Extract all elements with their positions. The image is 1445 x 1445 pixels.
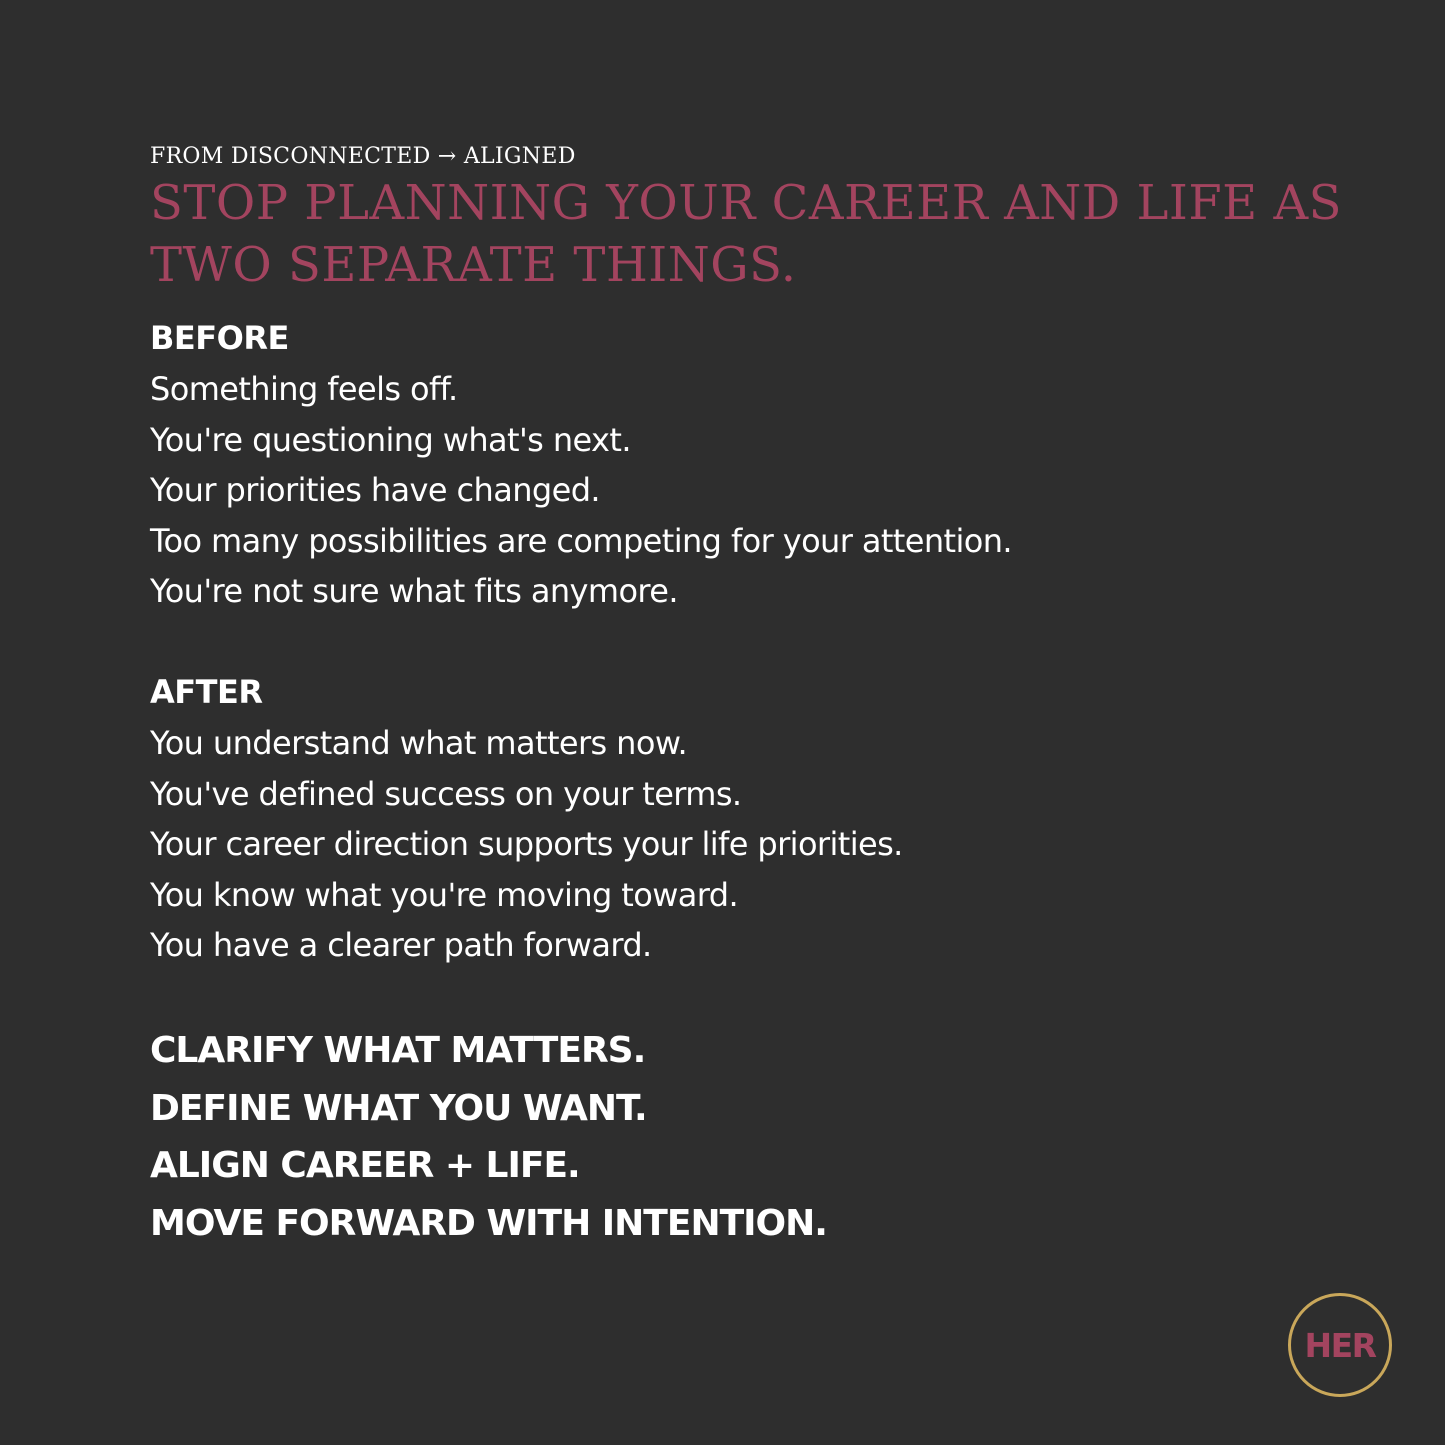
after-line: Your career direction supports your life priorities. — [150, 825, 903, 863]
eyebrow-text: FROM DISCONNECTED → ALIGNED — [150, 144, 576, 169]
cta-line: MOVE FORWARD WITH INTENTION. — [150, 1202, 827, 1244]
her-logo — [1288, 1293, 1392, 1397]
before-line: Something feels off. — [150, 370, 458, 408]
after-line: You have a clearer path forward. — [150, 926, 652, 964]
cta-line: DEFINE WHAT YOU WANT. — [150, 1087, 647, 1129]
after-label: AFTER — [150, 673, 263, 711]
headline: STOP PLANNING YOUR CAREER AND LIFE AS TWO SEPARATE THINGS. — [150, 175, 1342, 293]
cta-line: CLARIFY WHAT MATTERS. — [150, 1030, 646, 1071]
logo-text: HER — [1304, 1325, 1376, 1365]
after-line: You understand what matters now. — [150, 724, 688, 762]
before-line: You're not sure what fits anymore. — [150, 572, 678, 610]
cta-line: ALIGN CAREER + LIFE. — [150, 1145, 580, 1186]
before-line: You're questioning what's next. — [150, 420, 631, 459]
after-list — [150, 718, 903, 971]
after-line: You've defined success on your terms. — [150, 774, 742, 813]
before-line: Too many possibilities are competing for your attention. — [150, 521, 1012, 560]
before-list — [150, 364, 1012, 617]
before-label: BEFORE — [150, 319, 289, 357]
before-line: Your priorities have changed. — [150, 471, 600, 509]
after-line: You know what you're moving toward. — [150, 875, 739, 914]
cta-list — [150, 1022, 827, 1252]
